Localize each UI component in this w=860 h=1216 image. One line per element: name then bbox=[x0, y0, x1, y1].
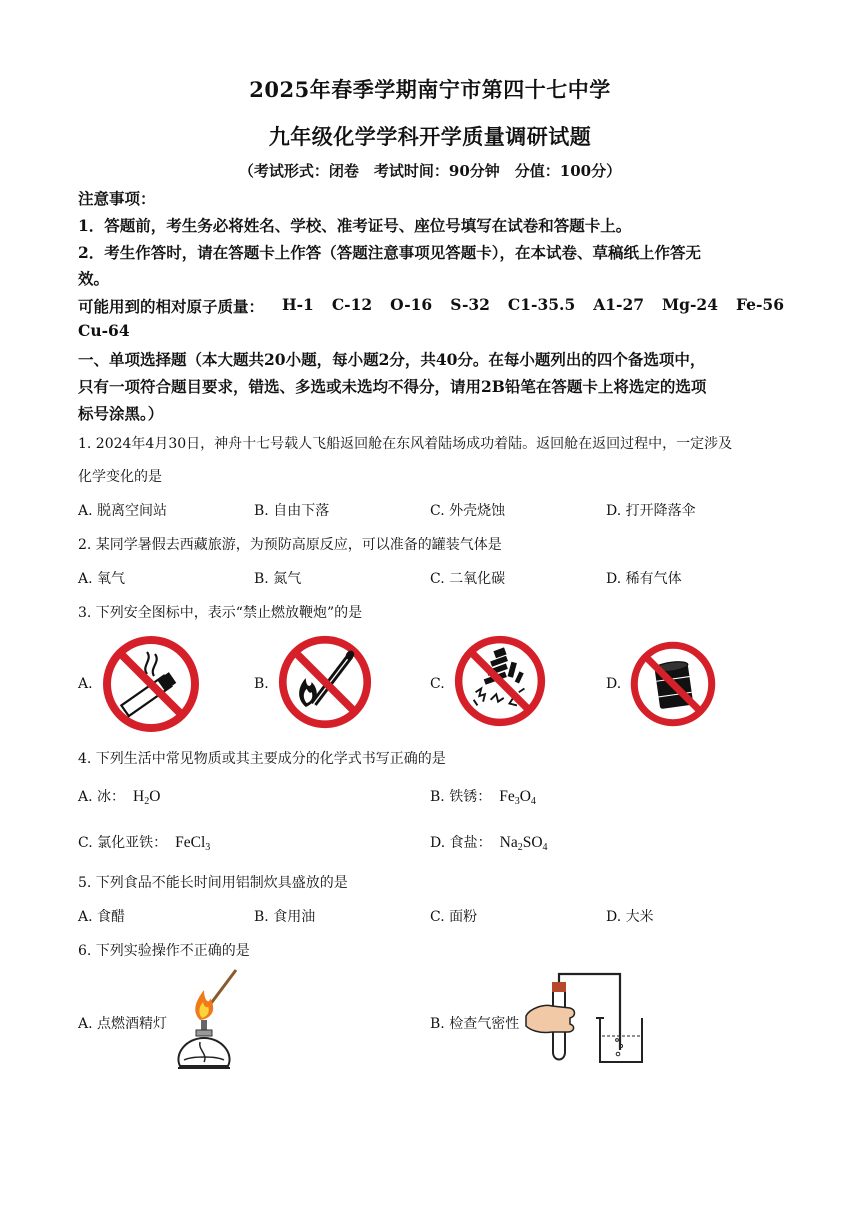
q3-option-c[interactable]: C. bbox=[430, 676, 445, 692]
q1-stem-cont: 化学变化的是 bbox=[78, 469, 162, 485]
q4-option-c-label: C. 氯化亚铁： bbox=[78, 835, 168, 851]
formula-water: $H_2O$ bbox=[133, 788, 161, 807]
q1-option-c[interactable]: C. 外壳烧蚀 bbox=[430, 503, 506, 519]
q2-option-a[interactable]: A. 氧气 bbox=[78, 571, 126, 587]
atomic-mass: H-1 bbox=[281, 295, 314, 314]
q5-option-c[interactable]: C. 面粉 bbox=[430, 909, 478, 925]
q6-option-a[interactable]: A. 点燃酒精灯 bbox=[78, 1016, 168, 1032]
atomic-mass: A1-27 bbox=[593, 295, 645, 314]
q4-option-d-label: D. 食盐： bbox=[430, 835, 492, 851]
notice-item-1: 1．答题前，考生务必将姓名、学校、准考证号、座位号填写在试卷和答题卡上。 bbox=[78, 216, 632, 235]
exam-title-subject: 九年级化学学科开学质量调研试题 bbox=[268, 124, 592, 149]
q5-option-d[interactable]: D. 大米 bbox=[606, 909, 654, 925]
q4-option-a[interactable] bbox=[78, 786, 160, 806]
q6-stem: 6. 下列实验操作不正确的是 bbox=[78, 943, 250, 959]
q1-option-d[interactable]: D. 打开降落伞 bbox=[606, 503, 696, 519]
atomic-mass: S-32 bbox=[450, 295, 490, 314]
q3-option-d[interactable]: D. bbox=[606, 676, 622, 692]
airtightness-check-icon bbox=[522, 970, 652, 1068]
q1-option-a[interactable]: A. 脱离空间站 bbox=[78, 503, 168, 519]
q4-option-b-label: B. 铁锈： bbox=[430, 789, 492, 805]
q5-stem: 5. 下列食品不能长时间用铝制炊具盛放的是 bbox=[78, 875, 348, 891]
atomic-mass-wrap: Cu-64 bbox=[78, 321, 130, 340]
formula-sodium-sulfate: $Na_2SO_4$ bbox=[499, 834, 548, 853]
notice-item-2-cont: 效。 bbox=[78, 269, 110, 288]
q4-option-d[interactable] bbox=[430, 832, 548, 852]
no-open-flame-icon bbox=[277, 634, 373, 730]
q4-stem: 4. 下列生活中常见物质或其主要成分的化学式书写正确的是 bbox=[78, 751, 446, 767]
q4-option-b[interactable] bbox=[430, 786, 536, 806]
atomic-mass: C1-35.5 bbox=[507, 295, 576, 314]
q3-option-b[interactable]: B. bbox=[254, 676, 269, 692]
q6-option-b[interactable]: B. 检查气密性 bbox=[430, 1016, 520, 1032]
section1-instructions-2: 只有一项符合题目要求，错选、多选或未选均不得分，请用2B铅笔在答题卡上将选定的选项 bbox=[78, 377, 707, 396]
q1-option-b[interactable]: B. 自由下落 bbox=[254, 503, 330, 519]
q2-stem: 2. 某同学暑假去西藏旅游，为预防高原反应，可以准备的罐装气体是 bbox=[78, 537, 502, 553]
q2-option-d[interactable]: D. 稀有气体 bbox=[606, 571, 682, 587]
atomic-mass: C-12 bbox=[331, 295, 373, 314]
atomic-mass: Fe-56 bbox=[735, 295, 784, 314]
no-fireworks-icon bbox=[453, 634, 547, 728]
q2-option-c[interactable]: C. 二氧化碳 bbox=[430, 571, 506, 587]
q4-option-c[interactable] bbox=[78, 832, 210, 852]
atomic-masses-label: 可能用到的相对原子质量： bbox=[78, 297, 265, 316]
alcohol-lamp-icon bbox=[170, 966, 250, 1076]
q4-option-a-label: A. 冰： bbox=[78, 789, 126, 805]
atomic-mass: O-16 bbox=[390, 295, 433, 314]
q5-option-a[interactable]: A. 食醋 bbox=[78, 909, 126, 925]
formula-iron-oxide: $Fe_3O_4$ bbox=[499, 788, 536, 807]
q3-option-a[interactable]: A. bbox=[78, 676, 93, 692]
section1-instructions-3: 标号涂黑。） bbox=[78, 404, 164, 423]
notice-item-2: 2．考生作答时，请在答题卡上作答（答题注意事项见答题卡），在本试卷、草稿纸上作答无 bbox=[78, 243, 702, 262]
q5-option-b[interactable]: B. 食用油 bbox=[254, 909, 316, 925]
exam-title-school: 2025年春季学期南宁市第四十七中学 bbox=[249, 77, 611, 102]
atomic-masses-line bbox=[78, 295, 784, 317]
no-drum-icon bbox=[629, 640, 717, 728]
q1-stem: 1. 2024年4月30日，神舟十七号载人飞船返回舱在东风着陆场成功着陆。返回舱在返回过程中，一定涉及 bbox=[78, 436, 733, 452]
atomic-mass: Mg-24 bbox=[662, 295, 718, 314]
q3-stem: 3. 下列安全图标中，表示“禁止燃放鞭炮”的是 bbox=[78, 605, 363, 621]
section1-instructions-1: 一、单项选择题（本大题共20小题，每小题2分，共40分。在每小题列出的四个备选项中， bbox=[78, 350, 706, 369]
q2-option-b[interactable]: B. 氮气 bbox=[254, 571, 302, 587]
exam-info: （考试形式：闭卷 考试时间：90分钟 分值：100分） bbox=[238, 162, 622, 180]
no-smoking-icon bbox=[101, 634, 201, 734]
formula-ferrous-chloride: FeCl$_3$ bbox=[175, 834, 211, 853]
notice-heading: 注意事项： bbox=[78, 189, 156, 208]
